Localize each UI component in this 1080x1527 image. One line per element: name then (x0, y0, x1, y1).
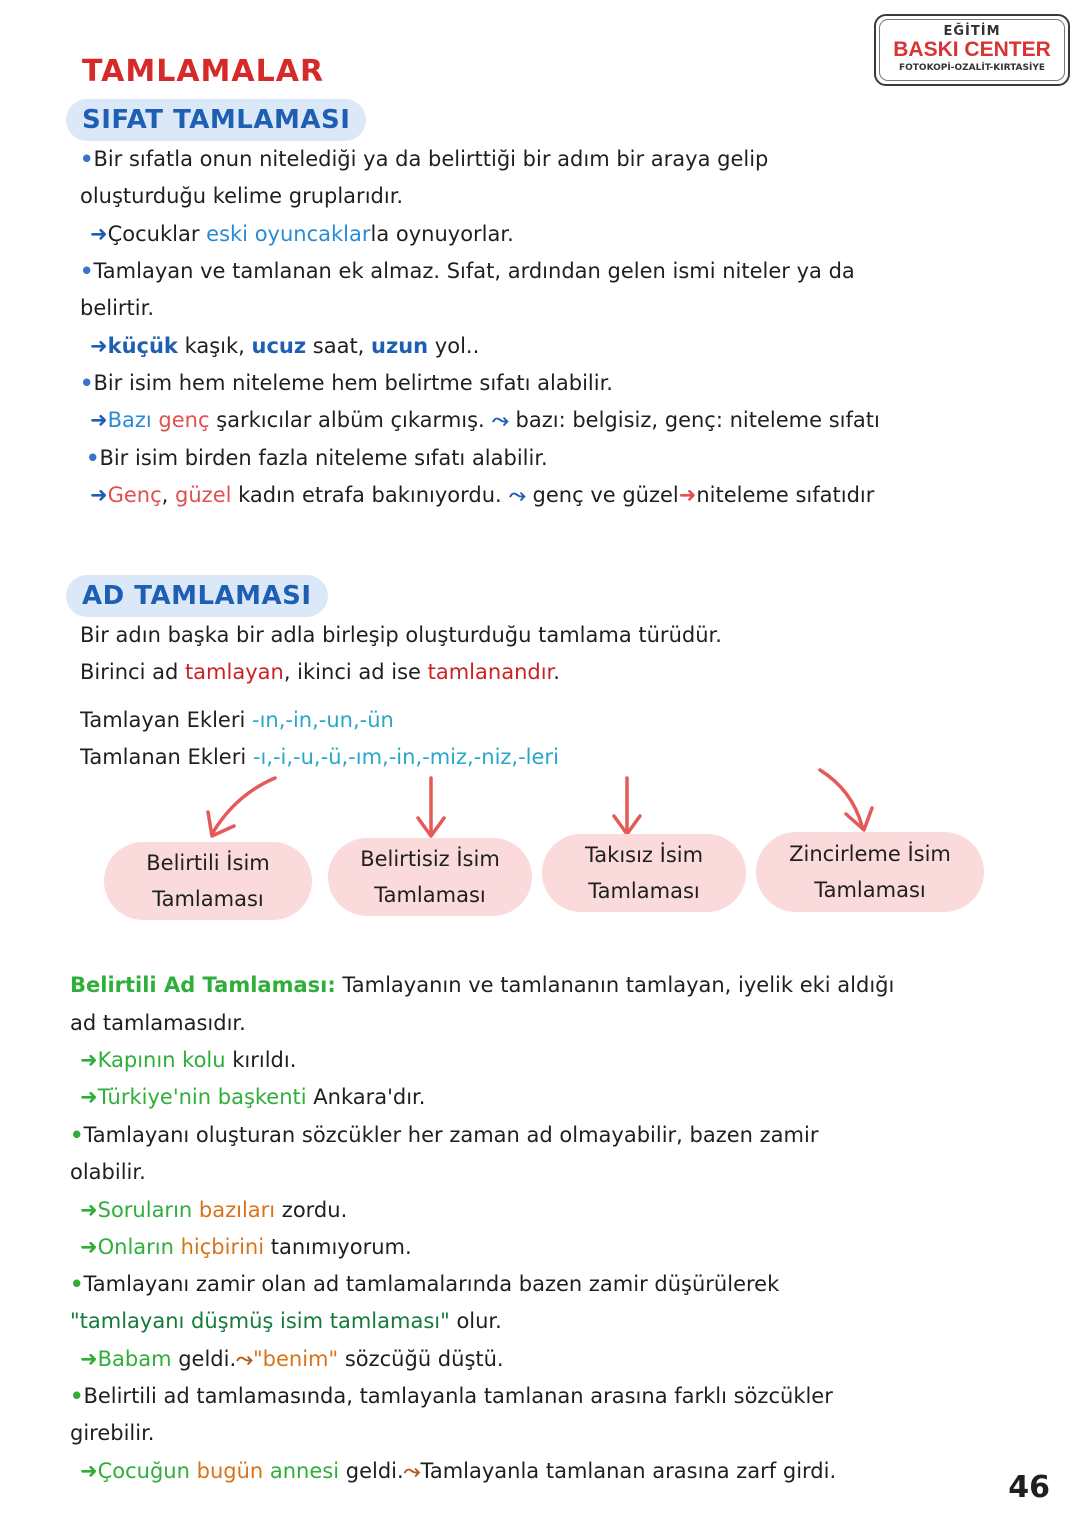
sifat-example-2: ➜küçük kaşık, ucuz saat, uzun yol.. (90, 334, 480, 358)
arrow-right-icon: ➜ (80, 1198, 98, 1222)
squiggle-arrow-icon: ⤳ (484, 408, 509, 432)
squiggle-arrow-icon: ⤳ (236, 1347, 253, 1371)
bullet-icon: • (70, 1123, 84, 1147)
sifat-rule-3: •Bir isim hem niteleme hem belirtme sıfatı alabilir. (80, 371, 613, 395)
belirtili-example-1: ➜Kapının kolu kırıldı. (80, 1048, 297, 1072)
belirtili-example-2: ➜Türkiye'nin başkenti Ankara'dır. (80, 1085, 426, 1109)
tamlanan-ekleri: Tamlanan Ekleri -ı,-i,-u,-ü,-ım,-in,-miz,-niz,-leri (80, 745, 559, 769)
arrow-right-icon: ➜ (90, 222, 108, 246)
squiggle-arrow-icon: ⤳ (403, 1459, 421, 1483)
arrow-right-icon: ➜ (80, 1085, 98, 1109)
belirtili-definition-line-1: Belirtili Ad Tamlaması: Tamlayanın ve tamlananın tamlayan, iyelik eki aldığı (70, 973, 895, 997)
belirtili-rule-4-line-2: girebilir. (70, 1421, 155, 1445)
arrow-right-icon: ➜ (90, 483, 108, 507)
sifat-rule-2-line-1: •Tamlayan ve tamlanan ek almaz. Sıfat, ardından gelen ismi niteler ya da (80, 259, 855, 283)
logo-sub-text: FOTOKOPİ-OZALİT-KIRTASİYE (898, 63, 1046, 73)
sifat-example-4: ➜Genç, güzel kadın etrafa bakınıyordu. ⤳ genç ve güzel➜niteleme sıfatıdır (90, 483, 875, 507)
bullet-icon: • (70, 1272, 84, 1296)
sifat-definition-line-1: •Bir sıfatla onun nitelediği ya da belirttiği bir adım bir araya gelip (80, 147, 769, 171)
belirtili-rule-3-line-2: "tamlayanı düşmüş isim tamlaması" olur. (70, 1309, 502, 1333)
logo-main-text: BASKI CENTER (893, 38, 1051, 61)
section-heading-sifat: SIFAT TAMLAMASI (66, 99, 366, 141)
arrow-right-icon: ➜ (80, 1235, 98, 1259)
sifat-definition-line-2: oluşturduğu kelime gruplarıdır. (80, 184, 404, 208)
sifat-example-3: ➜Bazı genç şarkıcılar albüm çıkarmış. ⤳ bazı: belgisiz, genç: niteleme sıfatı (90, 408, 880, 432)
page-number: 46 (1008, 1470, 1050, 1505)
belirtili-definition-line-2: ad tamlamasıdır. (70, 1011, 246, 1035)
bullet-icon: • (80, 371, 94, 395)
ad-definition-line-2: Birinci ad tamlayan, ikinci ad ise tamlanandır. (80, 660, 560, 684)
arrow-to-zincirleme (820, 770, 862, 826)
section-heading-ad: AD TAMLAMASI (66, 575, 328, 617)
arrow-right-icon: ➜ (80, 1048, 98, 1072)
squiggle-arrow-icon: ⤳ (501, 483, 526, 507)
belirtili-example-5: ➜Babam geldi.⤳"benim" sözcüğü düştü. (80, 1347, 504, 1371)
arrow-to-belirtili-head (208, 812, 234, 836)
bullet-icon: • (80, 147, 94, 171)
belirtili-rule-2-line-1: •Tamlayanı oluşturan sözcükler her zaman ad olmayabilir, bazen zamir (70, 1123, 819, 1147)
arrow-right-icon: ➜ (80, 1459, 98, 1483)
sifat-rule-4: •Bir isim birden fazla niteleme sıfatı alabilir. (86, 446, 548, 470)
bullet-icon: • (70, 1384, 84, 1408)
type-zincirleme-isim: Zincirleme İsim Tamlaması (756, 832, 984, 912)
arrow-right-icon: ➜ (90, 334, 108, 358)
type-belirtili-isim: Belirtili İsim Tamlaması (104, 842, 312, 920)
type-takisiz-isim: Takısız İsim Tamlaması (542, 834, 746, 912)
arrow-to-belirtili (212, 778, 275, 834)
arrow-right-icon: ➜ (80, 1347, 98, 1371)
sifat-rule-2-line-2: belirtir. (80, 296, 155, 320)
page-title: TAMLAMALAR (82, 54, 325, 89)
arrow-right-icon: ➜ (678, 483, 697, 507)
belirtili-rule-4-line-1: •Belirtili ad tamlamasında, tamlayanla tamlanan arasına farklı sözcükler (70, 1384, 833, 1408)
belirtili-rule-2-line-2: olabilir. (70, 1160, 146, 1184)
belirtili-example-4: ➜Onların hiçbirini tanımıyorum. (80, 1235, 412, 1259)
bullet-icon: • (80, 259, 94, 283)
sifat-example-1: ➜Çocuklar eski oyuncaklarla oynuyorlar. (90, 222, 514, 246)
ad-definition-line-1: Bir adın başka bir adla birleşip oluşturduğu tamlama türüdür. (80, 623, 722, 647)
arrow-right-icon: ➜ (90, 408, 108, 432)
belirtili-example-6: ➜Çocuğun bugün annesi geldi.⤳Tamlayanla tamlanan arasına zarf girdi. (80, 1459, 837, 1483)
tamlayan-ekleri: Tamlayan Ekleri -ın,-in,-un,-ün (80, 708, 394, 732)
belirtili-example-3: ➜Soruların bazıları zordu. (80, 1198, 348, 1222)
bullet-icon: • (86, 446, 100, 470)
logo-top-text: EĞİTİM (943, 24, 1001, 39)
type-belirtisiz-isim: Belirtisiz İsim Tamlaması (328, 838, 532, 916)
belirtili-rule-3-line-1: •Tamlayanı zamir olan ad tamlamalarında bazen zamir düşürülerek (70, 1272, 780, 1296)
